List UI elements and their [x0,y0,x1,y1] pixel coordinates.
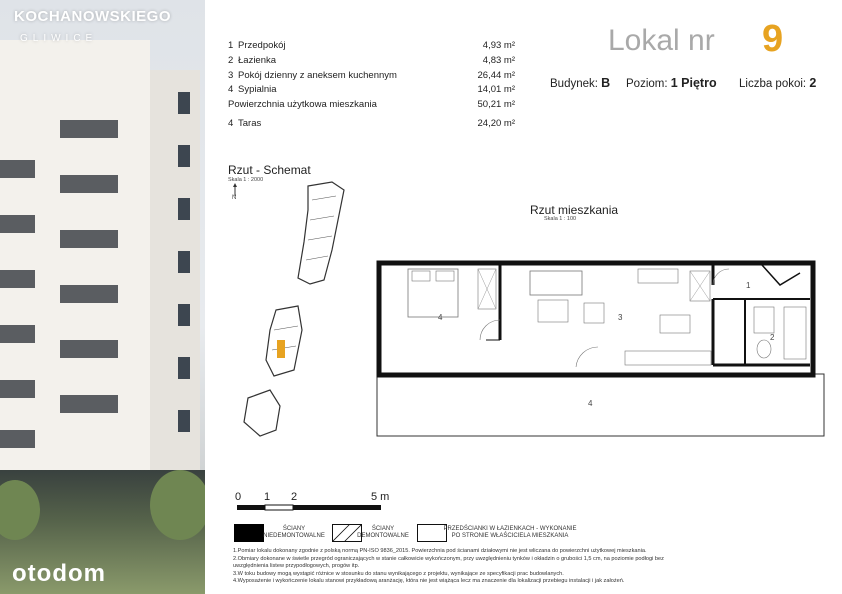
building-facade [0,40,150,480]
scalebar [236,504,386,512]
building-side [150,70,200,480]
balcony [60,230,118,248]
legend-label: PRZEDŚCIANKI W ŁAZIENKACH - WYKONANIE PO STRONIE WŁAŚCICIELA MIESZKANIA [443,526,577,539]
legend-label: ŚCIANY DEMONTOWALNE [357,526,409,539]
balcony [0,380,35,398]
room-row: 2 Łazienka 4,83 m² [228,54,515,66]
rooms-info: Liczba pokoi: 2 [739,76,817,90]
balcony [0,270,35,288]
floor-plan [370,255,830,440]
window [178,198,190,220]
schema-scale: Skala 1 : 2000 [228,177,264,183]
scalebar-tick: 2 [291,491,298,503]
unit-number: 9 [762,18,784,60]
balcony [0,430,35,448]
window [178,410,190,432]
plan-title: Rzut mieszkania [530,203,619,217]
note-line: 2.Obmiary dokonane w świetle przegród ograniczających w stanie całkowicie wykończonym, przy uwzględnieniu tynków i okładzin o grubości 1,5 cm, na poziomie podłogi bez uwzględnienia listew przypodłogowych, progów itp. [233,555,664,570]
balcony [0,325,35,343]
page-title: Lokal nr [608,24,715,57]
site-schema [240,180,360,442]
watermark: otodom [12,560,106,587]
balcony [60,340,118,358]
room-label: 4 [438,313,443,322]
balcony [60,120,118,138]
outer-wall [379,263,813,375]
terrace-outline [377,374,824,436]
total-row: Powierzchnia użytkowa mieszkania 50,21 m² [228,99,515,111]
legend-label: ŚCIANY NIEDEMONTOWALNE [263,526,325,539]
building-photo [0,0,205,594]
balcony [0,160,35,178]
balcony [60,175,118,193]
level-info: Poziom: 1 Piętro [626,76,717,90]
balcony [60,395,118,413]
note-line: 3.W toku budowy mogą wystąpić różnice w stosunku do stanu wynikającego z projektu, wynikające ze specyfikacji prac budowlanych. [233,570,564,577]
room-label: 1 [746,281,751,290]
notes [233,548,693,586]
note-line: 1.Pomiar lokalu dokonany zgodnie z polską normą PN-ISO 9836_2015. Powierzchnia pod ścianami działowymi nie jest wliczana do powierzchni użytkowej mieszkania. [233,548,647,554]
plan-scale: Skala 1 : 100 [544,216,577,222]
room-row: 4 Sypialnia 14,01 m² [228,84,515,96]
room-label: 4 [588,399,593,408]
brand-name: KOCHANOWSKIEGO [14,8,171,25]
scalebar-tick: 1 [264,491,271,503]
window [178,357,190,379]
tree [150,470,205,540]
scalebar-tick: 5 m [371,491,390,503]
north-arrow-icon [230,183,240,197]
north-label: N [232,195,237,201]
building-info: Budynek: B [550,76,611,90]
brand-city: GLIWICE [20,33,98,44]
balcony [0,215,35,233]
room-row: 1 Przedpokój 4,93 m² [228,40,515,51]
balcony [60,285,118,303]
room-row: 3 Pokój dzienny z aneksem kuchennym 26,44 m² [228,69,515,81]
room-table [228,39,515,132]
window [178,92,190,114]
room-label: 2 [770,333,775,342]
window [178,251,190,273]
schema-title: Rzut - Schemat [228,163,311,177]
window [178,304,190,326]
note-line: 4.Wyposażenie i wykończenie lokalu stanowi przykładową aranżację, która nie jest wiążąca lecz ma znaczenie dla lokalizacji przebiegu instalacji i jak założeń. [233,578,625,585]
scalebar-tick: 0 [235,491,242,503]
terrace-row: 4 Taras 24,20 m² [228,117,515,129]
room-label: 3 [618,313,623,322]
window [178,145,190,167]
